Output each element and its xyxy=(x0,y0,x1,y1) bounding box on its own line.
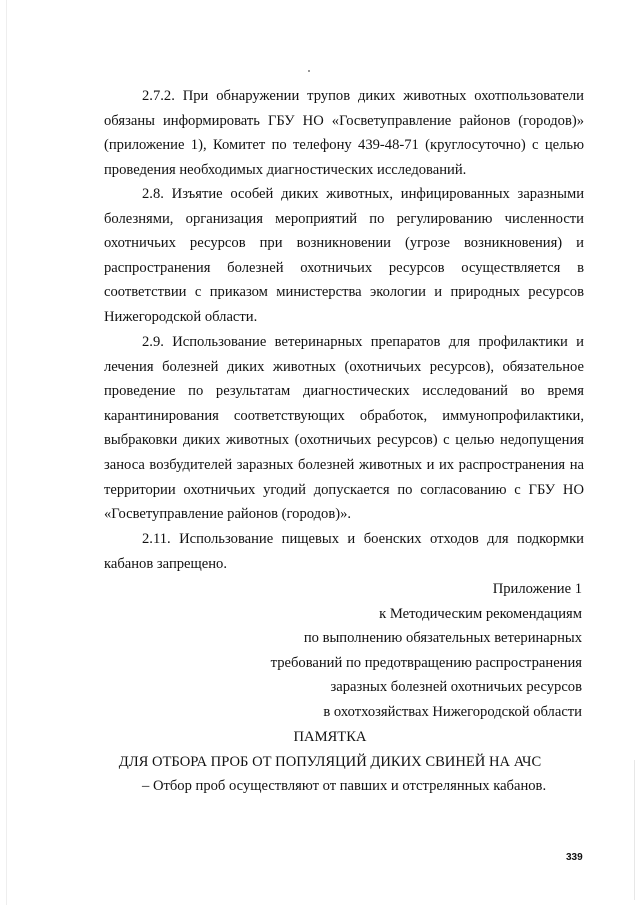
scan-right-edge xyxy=(634,760,635,900)
scan-left-edge xyxy=(6,0,7,905)
appendix-line: к Методическим рекомендациям xyxy=(379,605,582,622)
memo-first-item: – Отбор проб осуществляют от павших и отстрелянных кабанов. xyxy=(142,778,547,794)
paragraph-2-7-2: 2.7.2. При обнаружении трупов диких животных охотпользователи обязаны информировать ГБУ НО «Госветуправление районов (городов)» (приложение 1), Комитет по телефону 439-48-71 (круглосуточно) с целью проведения необходимых диагностических исследований. xyxy=(104,88,584,178)
appendix-line: в охотхозяйствах Нижегородской области xyxy=(323,703,582,720)
paragraph-2-9: 2.9. Использование ветеринарных препаратов для профилактики и лечения болезней диких животных (охотничьих ресурсов), обязательное проведение по результатам диагностических исследований во время карантинирования соответствующих обработок, иммунопрофилактики, выбраковки диких животных (охотничьих ресурсов) с целью недопущения заноса возбудителей заразных болезней животных и их распространения на территории охотничьих угодий допускается по согласованию с ГБУ НО «Госветуправление районов (городов)». xyxy=(104,334,584,523)
paragraph-2-11: 2.11. Использование пищевых и боенских отходов для подкормки кабанов запрещено. xyxy=(104,531,584,572)
appendix-line: заразных болезней охотничьих ресурсов xyxy=(330,679,582,696)
appendix-line: по выполнению обязательных ветеринарных xyxy=(303,630,582,647)
appendix-reference xyxy=(182,577,582,725)
memo-subtitle: ДЛЯ ОТБОРА ПРОБ ОТ ПОПУЛЯЦИЙ ДИКИХ СВИНЕЙ НА АЧС xyxy=(118,754,542,770)
paragraph-2-8: 2.8. Изъятие особей диких животных, инфицированных заразными болезнями, организация мероприятий по регулированию численности охотничьих ресурсов при возникновении (угрозе возникновения) и распространения болезней охотничьих ресурсов осуществляется в соответствии с приказом министерства экологии и природных ресурсов Нижегородской области. xyxy=(104,186,584,325)
memo-title: ПАМЯТКА xyxy=(293,729,367,745)
scan-speck xyxy=(308,70,310,72)
appendix-line: Приложение 1 xyxy=(492,581,582,597)
appendix-line: требований по предотвращению распространения xyxy=(270,654,582,671)
page-number: 339 xyxy=(566,852,583,863)
